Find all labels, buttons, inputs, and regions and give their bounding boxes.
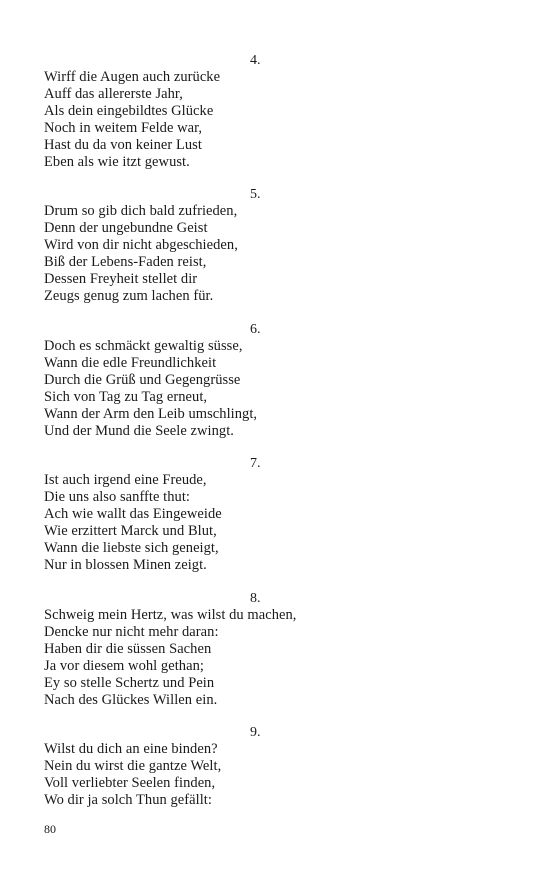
verse-line: Wie erzittert Marck und Blut,	[44, 523, 217, 539]
verse-line: Und der Mund die Seele zwingt.	[44, 423, 234, 439]
verse-line: Dencke nur nicht mehr daran:	[44, 624, 219, 640]
verse-line: Schweig mein Hertz, was wilst du machen,	[44, 607, 297, 623]
verse-line: Haben dir die süssen Sachen	[44, 641, 212, 657]
stanza-lines	[44, 607, 296, 709]
verse-line: Noch in weitem Felde war,	[44, 120, 203, 136]
stanza-lines	[44, 472, 222, 574]
verse-line: Wann die liebste sich geneigt,	[44, 540, 219, 556]
verse-line: Eben als wie itzt gewust.	[44, 154, 190, 170]
verse-line: Denn der ungebundne Geist	[44, 220, 208, 236]
verse-line: Dessen Freyheit stellet dir	[44, 271, 198, 287]
verse-line: Die uns also sanffte thut:	[44, 489, 191, 505]
verse-line: Drum so gib dich bald zufrieden,	[44, 203, 238, 219]
verse-line: Ja vor diesem wohl gethan;	[44, 658, 204, 674]
verse-line: Zeugs genug zum lachen für.	[44, 288, 214, 304]
verse-line: Wilst du dich an eine binden?	[44, 741, 218, 757]
verse-line: Hast du da von keiner Lust	[44, 137, 202, 153]
page-number: 80	[44, 822, 56, 836]
verse-line: Durch die Grüß und Gegengrüsse	[44, 372, 241, 388]
verse-line: Nach des Glückes Willen ein.	[44, 692, 218, 708]
verse-line: Wann die edle Freundlichkeit	[44, 355, 217, 371]
verse-line: Auff das allererste Jahr,	[44, 86, 183, 102]
verse-line: Biß der Lebens-Faden reist,	[44, 254, 207, 270]
stanza-number: 7.	[250, 456, 261, 471]
stanza-lines	[44, 203, 238, 305]
verse-line: Wann der Arm den Leib umschlingt,	[44, 406, 258, 422]
stanza-number: 4.	[250, 53, 261, 68]
verse-line: Sich von Tag zu Tag erneut,	[44, 389, 208, 405]
verse-line: Doch es schmäckt gewaltig süsse,	[44, 338, 243, 354]
verse-line: Nein du wirst die gantze Welt,	[44, 758, 222, 774]
stanza-number: 5.	[250, 187, 261, 202]
verse-line: Wo dir ja solch Thun gefällt:	[44, 792, 212, 808]
stanza-number: 6.	[250, 322, 261, 337]
stanza-lines	[44, 338, 257, 440]
verse-line: Ach wie wallt das Eingeweide	[44, 506, 222, 522]
stanza-lines	[44, 741, 221, 809]
verse-line: Voll verliebter Seelen finden,	[44, 775, 216, 791]
verse-line: Nur in blossen Minen zeigt.	[44, 557, 207, 573]
stanza-number: 9.	[250, 725, 261, 740]
verse-line: Wird von dir nicht abgeschieden,	[44, 237, 238, 253]
verse-line: Wirff die Augen auch zurücke	[44, 69, 221, 85]
stanza-number: 8.	[250, 591, 261, 606]
verse-line: Ey so stelle Schertz und Pein	[44, 675, 215, 691]
verse-line: Als dein eingebildtes Glücke	[44, 103, 214, 119]
stanza-lines	[44, 69, 220, 171]
verse-line: Ist auch irgend eine Freude,	[44, 472, 207, 488]
